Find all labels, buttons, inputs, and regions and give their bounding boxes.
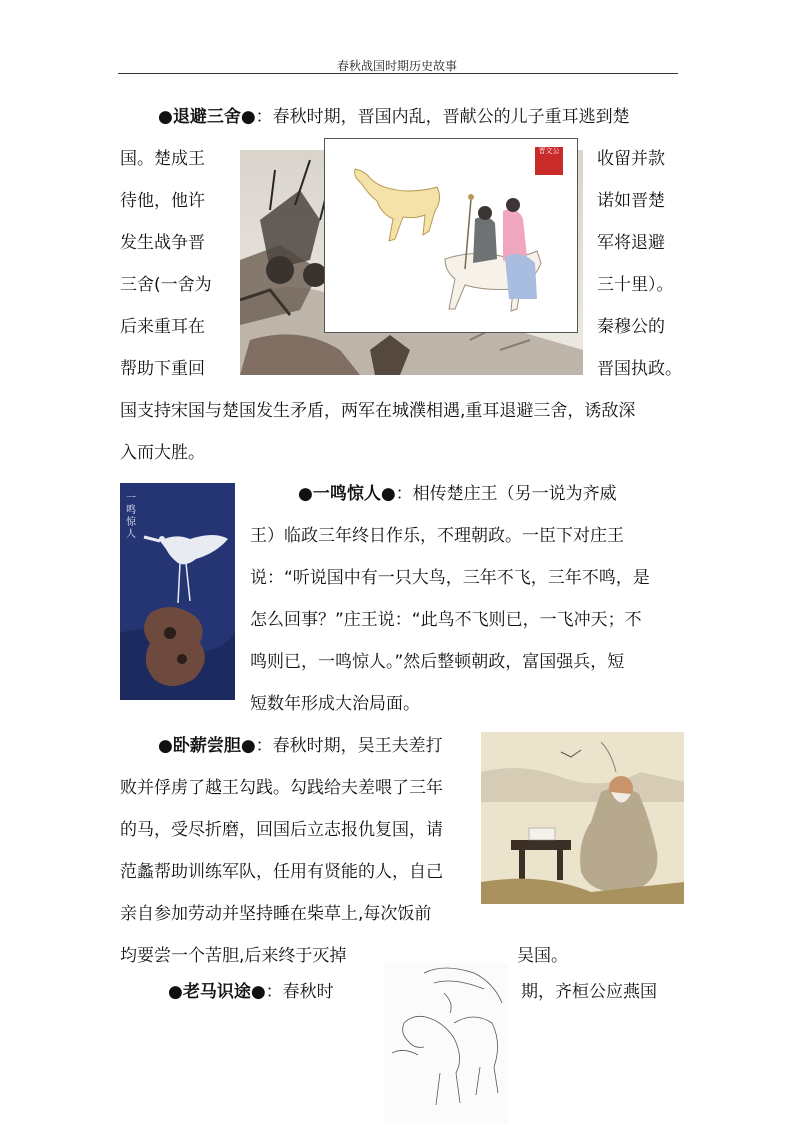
story-gall-first-line bbox=[158, 736, 443, 756]
story-gall-line-5-right: 吴国。 bbox=[517, 946, 568, 966]
goujian-painting bbox=[481, 732, 684, 904]
story-retreat-cont-line-1: 国支持宋国与楚国发生矛盾，两军在城濮相遇,重耳退避三舍，诱敌深 bbox=[120, 401, 636, 421]
story-retreat-cont-line-2: 入而大胜。 bbox=[120, 443, 205, 463]
painting-caption: 一鸣惊人 bbox=[126, 493, 136, 540]
story-retreat-left-line-1: 国。楚成王 bbox=[120, 149, 205, 169]
story-crane-line-4: 鸣则已，一鸣惊人。”然后整顿朝政，富国强兵，短 bbox=[250, 652, 625, 672]
story-retreat-title: ●退避三舍● bbox=[158, 107, 256, 127]
crane-painting bbox=[120, 483, 235, 700]
story-gall-line-4: 亲自参加劳动并坚持睡在柴草上,每次饭前 bbox=[120, 904, 432, 924]
story-crane-line-1: 王）临政三年终日作乐，不理朝政。一臣下对庄王 bbox=[250, 526, 624, 546]
story-retreat-right-line-6: 晋国执政。 bbox=[597, 359, 682, 379]
story-gall-intro: ：春秋时期，吴王夫差打 bbox=[255, 736, 443, 756]
story-crane-intro: ：相传楚庄王（另一说为齐威 bbox=[395, 484, 617, 504]
story-crane-line-5: 短数年形成大治局面。 bbox=[250, 694, 420, 714]
story-retreat-intro: ：春秋时期，晋国内乱，晋献公的儿子重耳逃到楚 bbox=[255, 107, 630, 127]
page-header-title: 春秋战国时期历史故事 bbox=[336, 59, 457, 73]
story-horse-intro: ：春秋时 bbox=[265, 982, 334, 1002]
red-seal-stamp bbox=[535, 147, 563, 175]
story-retreat-right-line-4: 三十里）。 bbox=[597, 275, 674, 295]
story-retreat-left-line-3: 发生战争晋 bbox=[120, 233, 205, 253]
story-retreat-left-line-5: 后来重耳在 bbox=[120, 317, 205, 337]
horse-riders-painting bbox=[324, 138, 578, 333]
story-horse-first-line bbox=[168, 982, 334, 1002]
story-retreat-right-line-1: 收留并款 bbox=[597, 149, 665, 169]
story-horse-title: ●老马识途● bbox=[168, 982, 266, 1002]
story-crane-line-2: 说：“听说国中有一只大鸟，三年不飞，三年不鸣，是 bbox=[250, 568, 650, 588]
story-gall-line-5-left: 均要尝一个苦胆,后来终于灭掉 bbox=[120, 946, 347, 966]
story-retreat-right-line-2: 诺如晋楚 bbox=[597, 191, 665, 211]
story-retreat-left-line-4: 三舍(一舍为 bbox=[120, 275, 212, 295]
seal-text: 晋文公 bbox=[538, 147, 560, 155]
story-gall-line-2: 的马，受尽折磨，回国后立志报仇复国，请 bbox=[120, 820, 443, 840]
header-divider bbox=[118, 73, 678, 74]
story-retreat-right-line-5: 秦穆公的 bbox=[597, 317, 665, 337]
story-horse-right: 期，齐桓公应燕国 bbox=[521, 982, 657, 1002]
story-crane-title: ●一鸣惊人● bbox=[298, 484, 396, 504]
story-retreat-intro-line bbox=[158, 107, 630, 127]
story-gall-title: ●卧薪尝胆● bbox=[158, 736, 256, 756]
story-gall-line-1: 败并俘虏了越王勾践。勾践给夫差喂了三年 bbox=[120, 778, 443, 798]
old-horse-sketch bbox=[384, 963, 508, 1123]
story-gall-line-3: 范蠡帮助训练军队，任用有贤能的人，自己 bbox=[120, 862, 443, 882]
story-retreat-left-line-2: 待他，他许 bbox=[120, 191, 205, 211]
story-crane-line-3: 怎么回事？”庄王说：“此鸟不飞则已，一飞冲天；不 bbox=[250, 610, 642, 630]
story-retreat-left-line-6: 帮助下重回 bbox=[120, 359, 205, 379]
story-crane-first-line bbox=[298, 484, 617, 504]
story-retreat-right-line-3: 军将退避 bbox=[597, 233, 665, 253]
